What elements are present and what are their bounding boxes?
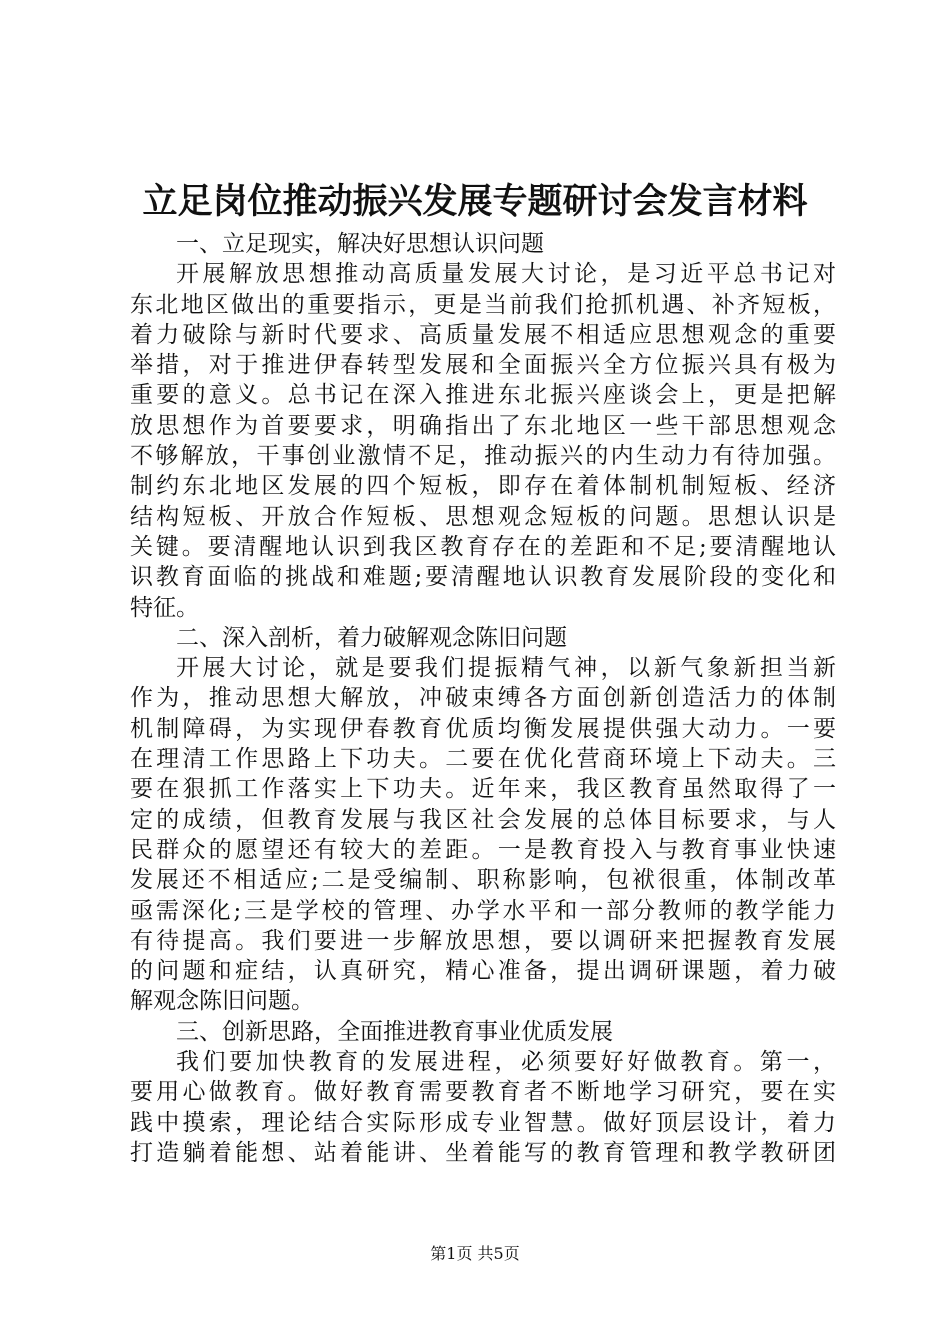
page-number-footer: 第1页 共5页 [430, 1244, 520, 1263]
body-line: 开展大讨论，就是要我们提振精气神，以新气象新担当新 [176, 655, 836, 682]
body-line: 的问题和症结，认真研究，精心准备，提出调研课题，着力破 [130, 958, 836, 985]
body-line: 解观念陈旧问题。 [130, 988, 314, 1015]
body-line: 作为，推动思想大解放，冲破束缚各方面创新创造活力的体制 [130, 685, 836, 712]
document-body [130, 229, 836, 1168]
body-line: 我们要加快教育的发展进程，必须要好好做教育。第一， [176, 1049, 836, 1076]
body-line: 关键。要清醒地认识到我区教育存在的差距和不足;要清醒地认 [130, 533, 836, 560]
body-line: 在理清工作思路上下功夫。二要在优化营商环境上下动夫。三 [130, 746, 836, 773]
body-line: 践中摸索，理论结合实际形成专业智慧。做好顶层设计，着力 [130, 1109, 836, 1136]
body-line: 着力破除与新时代要求、高质量发展不相适应思想观念的重要 [130, 321, 836, 348]
body-line: 举措，对于推进伊春转型发展和全面振兴全方位振兴具有极为 [130, 352, 836, 379]
body-line: 放思想作为首要要求，明确指出了东北地区一些干部思想观念 [130, 412, 836, 439]
body-line: 重要的意义。总书记在深入推进东北振兴座谈会上，更是把解 [130, 382, 836, 409]
section-heading: 一、立足现实，解决好思想认识问题 [176, 231, 544, 257]
section-heading: 三、创新思路，全面推进教育事业优质发展 [176, 1018, 613, 1045]
body-line: 不够解放，干事创业激情不足，推动振兴的内生动力有待加强。 [130, 443, 836, 470]
body-line: 开展解放思想推动高质量发展大讨论，是习近平总书记对 [176, 261, 836, 288]
body-line: 有待提高。我们要进一步解放思想，要以调研来把握教育发展 [130, 927, 836, 954]
body-line: 识教育面临的挑战和难题;要清醒地认识教育发展阶段的变化和 [130, 564, 836, 591]
document-title: 立足岗位推动振兴发展专题研讨会发言材料 [142, 181, 808, 222]
body-line: 东北地区做出的重要指示，更是当前我们抢抓机遇、补齐短板， [130, 291, 836, 318]
body-line: 亟需深化;三是学校的管理、办学水平和一部分教师的教学能力 [130, 897, 836, 924]
body-line: 定的成绩，但教育发展与我区社会发展的总体目标要求，与人 [130, 806, 836, 833]
body-line: 制约东北地区发展的四个短板，即存在着体制机制短板、经济 [130, 473, 836, 500]
section-heading: 二、深入剖析，着力破解观念陈旧问题 [176, 624, 567, 651]
body-line: 特征。 [130, 594, 199, 621]
body-line: 打造躺着能想、站着能讲、坐着能写的教育管理和教学教研团 [130, 1139, 836, 1166]
body-line: 民群众的愿望还有较大的差距。一是教育投入与教育事业快速 [130, 836, 836, 863]
body-line: 要在狠抓工作落实上下功夫。近年来，我区教育虽然取得了一 [130, 776, 836, 803]
body-line: 结构短板、开放合作短板、思想观念短板的问题。思想认识是 [130, 503, 836, 530]
body-line: 要用心做教育。做好教育需要教育者不断地学习研究，要在实 [130, 1079, 836, 1106]
body-line: 发展还不相适应;二是受编制、职称影响，包袱很重，体制改革 [130, 867, 836, 894]
body-line: 机制障碍，为实现伊春教育优质均衡发展提供强大动力。一要 [130, 715, 836, 742]
